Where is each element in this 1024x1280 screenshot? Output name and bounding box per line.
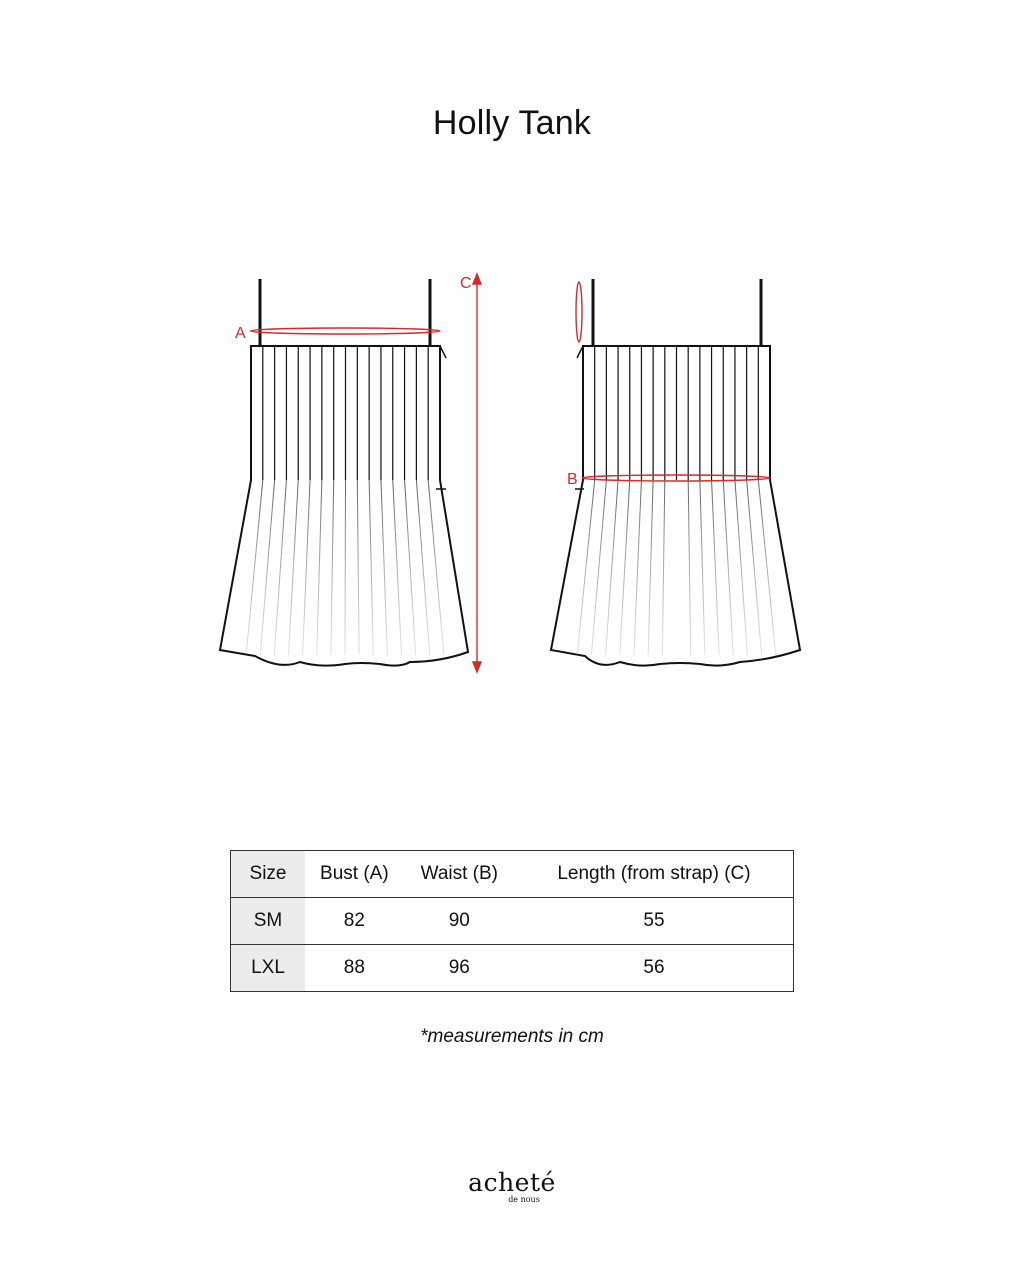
brand-tagline: de nous xyxy=(508,1195,540,1204)
label-a: A xyxy=(235,325,246,342)
header-waist: Waist (B) xyxy=(420,863,498,884)
pleat-line xyxy=(345,480,346,655)
header-bust: Bust (A) xyxy=(320,863,389,884)
table-row xyxy=(231,898,794,945)
brand-name: acheté xyxy=(468,1168,556,1197)
size-table xyxy=(230,850,794,992)
cell-bust: 88 xyxy=(305,945,404,992)
cell-waist: 96 xyxy=(404,945,515,992)
cell-length: 56 xyxy=(515,945,794,992)
cell-size: SM xyxy=(231,898,306,945)
back-body-outline xyxy=(551,346,800,666)
header-size: Size xyxy=(231,851,306,898)
front-view xyxy=(220,279,468,666)
table-header-row xyxy=(231,851,794,898)
bust-measure-a xyxy=(250,328,440,334)
measurement-note: *measurements in cm xyxy=(420,1026,604,1047)
header-length: Length (from strap) (C) xyxy=(557,863,751,884)
table-row xyxy=(231,945,794,992)
cell-waist: 90 xyxy=(404,898,515,945)
strap-measure-marker xyxy=(576,282,582,342)
cell-length: 55 xyxy=(515,898,794,945)
length-measure-c xyxy=(473,274,481,672)
brand-logo xyxy=(0,1170,1024,1204)
back-view xyxy=(551,279,800,666)
label-b: B xyxy=(567,471,578,488)
cell-bust: 82 xyxy=(305,898,404,945)
label-c: C xyxy=(460,275,472,292)
page-title: Holly Tank xyxy=(432,104,592,142)
cell-size: LXL xyxy=(231,945,306,992)
